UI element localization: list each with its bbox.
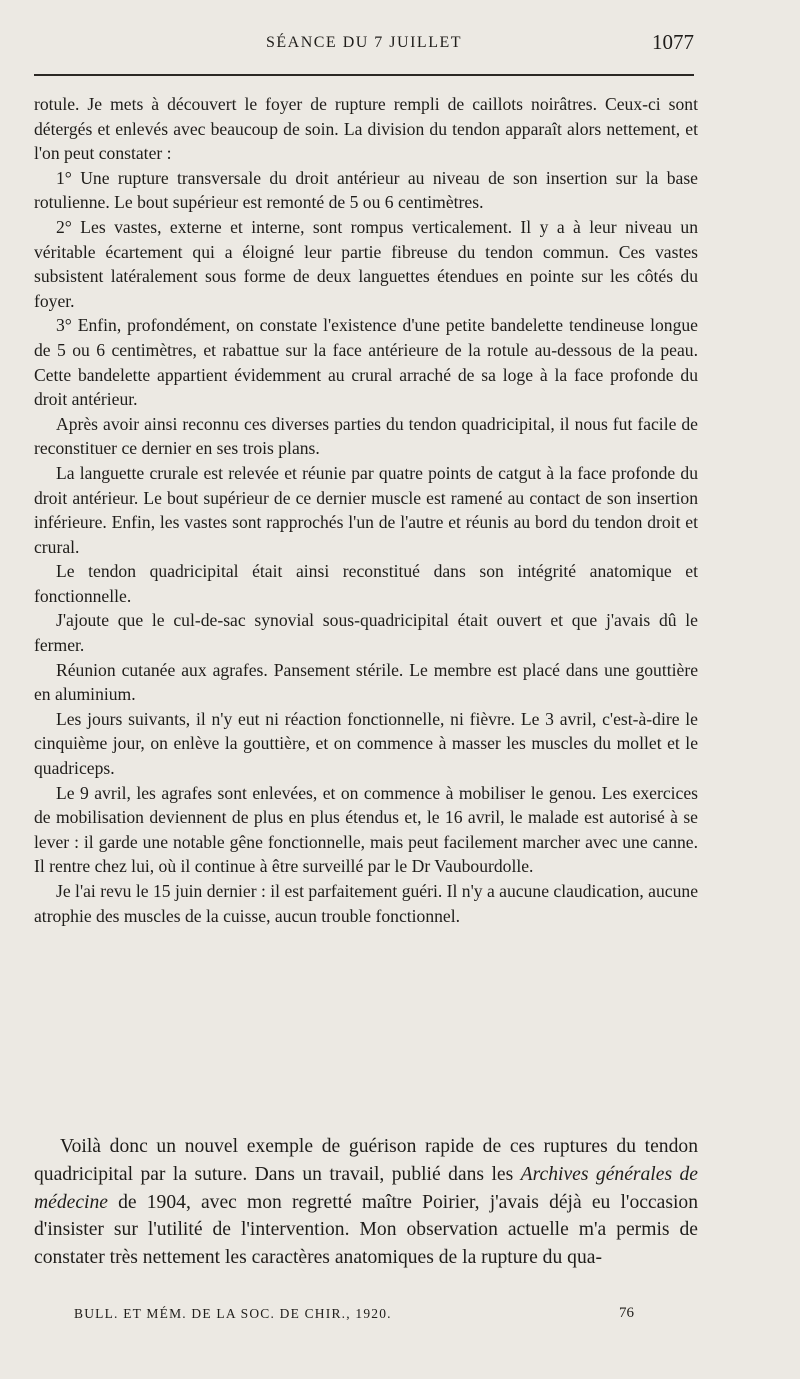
paragraph: Les jours suivants, il n'y eut ni réaction fonctionnelle, ni fièvre. Le 3 avril, c'est-à-dire le cinquième jour, on enlève la gouttière, et on commence à masser les muscles du mollet et le quadriceps. xyxy=(34,708,698,779)
paragraph: Je l'ai revu le 15 juin dernier : il est parfaitement guéri. Il n'y a aucune claudication, aucune atrophie des muscles de la cuisse, aucun trouble fonctionnel. xyxy=(34,881,698,926)
signature-mark: 76 xyxy=(619,1305,634,1321)
text-run: de 1904, avec mon regretté maître Poirier, j'avais déjà eu l'occasion d'insister sur l'utilité de l'intervention. Mon observation actuelle m'a permis de constater très nettement les caractères anatomiques de la rupture du qua- xyxy=(34,1191,698,1269)
case-report-text xyxy=(34,92,698,928)
page-number: 1077 xyxy=(652,30,694,54)
paragraph: Le 9 avril, les agrafes sont enlevées, et on commence à mobiliser le genou. Les exercices de mobilisation deviennent de plus en plus étendus et, le 16 avril, le malade est autorisé à se lever : il garde une notable gêne fonctionnelle, mais peut facilement marcher avec une canne. Il rentre chez lui, où il continue à être surveillé par le Dr Vaubourdolle. xyxy=(34,782,698,877)
running-title: SÉANCE DU 7 JUILLET xyxy=(265,34,463,51)
paragraph: 2° Les vastes, externe et interne, sont rompus verticalement. Il y a à leur niveau un véritable écartement qui a éloigné leur partie fibreuse du tendon commun. Ces vastes subsistent latéralement sous forme de deux languettes étendues en pointe sur les côtés du foyer. xyxy=(34,216,698,311)
paragraph: 1° Une rupture transversale du droit antérieur au niveau de son insertion sur la base rotulienne. Le bout supérieur est remonté de 5 ou 6 centimètres. xyxy=(34,167,698,213)
journal-title: Archives générales de médecine xyxy=(34,1163,698,1213)
page-footer xyxy=(74,1306,634,1322)
discussion-text xyxy=(34,1133,698,1272)
header-rule xyxy=(34,74,694,76)
paragraph xyxy=(34,1133,698,1272)
paragraph: Réunion cutanée aux agrafes. Pansement stérile. Le membre est placé dans une gouttière en aluminium. xyxy=(34,659,698,705)
journal-reference: BULL. ET MÉM. DE LA SOC. DE CHIR., 1920. xyxy=(74,1306,392,1321)
paragraph: rotule. Je mets à découvert le foyer de rupture rempli de caillots noirâtres. Ceux-ci sont détergés et enlevés avec beaucoup de soin. La division du tendon apparaît alors nettement, et l'on peut constater : xyxy=(34,94,698,164)
paragraph: J'ajoute que le cul-de-sac synovial sous-quadricipital était ouvert et que j'avais dû le fermer. xyxy=(34,610,698,656)
paragraph: Le tendon quadricipital était ainsi reconstitué dans son intégrité anatomique et fonctionnelle. xyxy=(34,561,698,606)
text-run: Voilà donc un nouvel exemple de guérison rapide de ces ruptures du tendon quadricipital par la suture. Dans un travail, publié dans les xyxy=(34,1136,698,1185)
paragraph: Après avoir ainsi reconnu ces diverses parties du tendon quadricipital, il nous fut facile de reconstituer ce dernier en ses trois plans. xyxy=(34,413,698,459)
paragraph: La languette crurale est relevée et réunie par quatre points de catgut à la face profonde du droit antérieur. Le bout supérieur de ce dernier muscle est ramené au contact de son insertion inférieure. Enfin, les vastes sont rapprochés l'un de l'autre et réunis au bord du tendon droit et crural. xyxy=(34,462,698,557)
paragraph: 3° Enfin, profondément, on constate l'existence d'une petite bandelette tendineuse longue de 5 ou 6 centimètres, et rabattue sur la face antérieure de la rotule au-dessous de la peau. Cette bandelette appartient évidemment au crural arraché de sa loge à la face profonde du droit antérieur. xyxy=(34,315,698,410)
page-header xyxy=(34,30,694,64)
